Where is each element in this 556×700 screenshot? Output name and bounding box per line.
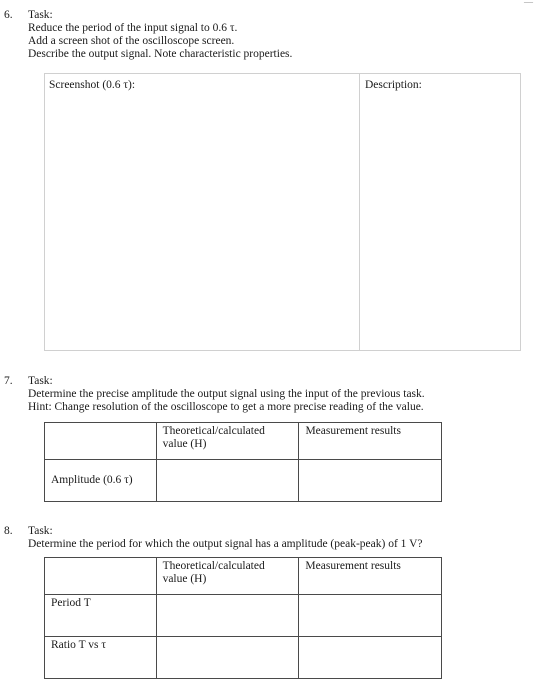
- task-8-heading: Task:: [28, 525, 53, 537]
- task-6-line-2: Add a screen shot of the oscilloscope screen.: [28, 35, 235, 47]
- task-6-answer-box: [44, 73, 521, 351]
- cell-ratio-theoretical[interactable]: [156, 637, 299, 679]
- task-6-heading: Task:: [28, 9, 53, 21]
- table-row: [45, 637, 442, 679]
- row-label-amplitude: Amplitude (0.6 τ): [45, 460, 157, 502]
- header-theoretical: Theoretical/calculated value (H): [156, 423, 299, 460]
- cell-amplitude-theoretical[interactable]: [156, 460, 299, 502]
- task-8-table: [44, 557, 442, 679]
- task-6-number: 6.: [4, 9, 13, 21]
- task-7-line-1: Determine the precise amplitude the output signal using the input of the previous task.: [28, 388, 425, 400]
- table-row: [45, 460, 442, 502]
- task-6-line-3: Describe the output signal. Note characteristic properties.: [28, 48, 293, 60]
- task-8-number: 8.: [4, 525, 13, 537]
- task-7-heading: Task:: [28, 375, 53, 387]
- page-corner-mark: —: [524, 0, 533, 7]
- header-measurement: Measurement results: [299, 423, 442, 460]
- screenshot-area-label: Screenshot (0.6 τ):: [49, 79, 136, 91]
- cell-amplitude-measured[interactable]: [299, 460, 442, 502]
- cell-ratio-measured[interactable]: [299, 637, 442, 679]
- task-6-box-divider: [359, 74, 360, 350]
- header-cell-empty: [45, 423, 157, 460]
- task-7-line-2: Hint: Change resolution of the oscilloscope to get a more precise reading of the value.: [28, 401, 424, 413]
- header-measurement: Measurement results: [299, 558, 442, 595]
- row-label-period: Period T: [45, 595, 157, 637]
- cell-period-theoretical[interactable]: [156, 595, 299, 637]
- task-6-line-1: Reduce the period of the input signal to 0.6 τ.: [28, 22, 238, 34]
- task-7-table: [44, 422, 442, 502]
- header-cell-empty: [45, 558, 157, 595]
- cell-period-measured[interactable]: [299, 595, 442, 637]
- task-7-number: 7.: [4, 375, 13, 387]
- task-8-line-1: Determine the period for which the output signal has a amplitude (peak-peak) of 1 V?: [28, 538, 423, 550]
- table-header-row: [45, 558, 442, 595]
- row-label-ratio: Ratio T vs τ: [45, 637, 157, 679]
- table-row: [45, 595, 442, 637]
- table-header-row: [45, 423, 442, 460]
- header-theoretical: Theoretical/calculated value (H): [156, 558, 299, 595]
- description-area-label: Description:: [365, 79, 422, 91]
